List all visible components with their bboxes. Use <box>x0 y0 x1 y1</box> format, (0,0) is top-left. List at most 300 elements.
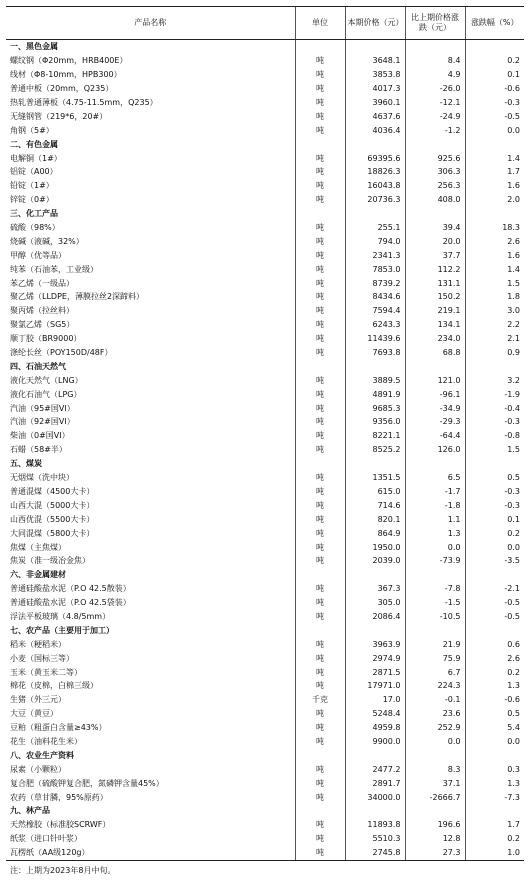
unit-cell: 千克 <box>295 693 345 707</box>
product-name: 铅锭（1#） <box>10 181 54 191</box>
table-row <box>6 498 524 512</box>
section-row <box>6 137 524 151</box>
unit-cell: 吨 <box>295 721 345 735</box>
empty-cell <box>405 568 465 582</box>
table-row <box>6 96 524 110</box>
change-cell: -26.0 <box>405 82 465 96</box>
price-cell: 4959.8 <box>345 721 405 735</box>
section-title: 九、林产品 <box>10 806 50 816</box>
percent-cell: -0.4 <box>465 401 524 415</box>
product-name: 普通硅酸盐水泥（P.O 42.5袋装） <box>10 598 131 608</box>
percent-cell: 0.2 <box>465 832 524 846</box>
percent-cell: 0.2 <box>465 665 524 679</box>
percent-cell: 18.3 <box>465 221 524 235</box>
price-cell: 8221.1 <box>345 429 405 443</box>
unit-cell: 吨 <box>295 151 345 165</box>
product-name: 涤纶长丝（POY150D/48F） <box>10 348 113 358</box>
price-cell: 20736.3 <box>345 193 405 207</box>
table-row <box>6 304 524 318</box>
unit-cell: 吨 <box>295 471 345 485</box>
empty-cell <box>345 207 405 221</box>
price-cell: 615.0 <box>345 485 405 499</box>
table-row <box>6 554 524 568</box>
empty-cell <box>345 457 405 471</box>
header-price-change: 比上期价格涨跌（元） <box>405 7 465 40</box>
unit-cell: 吨 <box>295 665 345 679</box>
unit-cell: 吨 <box>295 123 345 137</box>
price-cell: 6243.3 <box>345 318 405 332</box>
change-cell: -64.4 <box>405 429 465 443</box>
empty-cell <box>405 137 465 151</box>
table-row <box>6 262 524 276</box>
price-cell: 2039.0 <box>345 554 405 568</box>
product-name: 农药（草甘膦，95%原药） <box>10 792 108 802</box>
unit-cell: 吨 <box>295 651 345 665</box>
percent-cell: 2.6 <box>465 651 524 665</box>
product-name: 电解铜（1#） <box>10 153 62 163</box>
change-cell: 20.0 <box>405 234 465 248</box>
unit-cell: 吨 <box>295 526 345 540</box>
product-name: 热轧普通薄板（4.75-11.5mm，Q235） <box>10 98 158 107</box>
product-name: 复合肥（硫酸钾复合肥，氮磷钾含量45%） <box>10 778 164 788</box>
table-row <box>6 318 524 332</box>
change-cell: 6.7 <box>405 665 465 679</box>
table-row <box>6 248 524 262</box>
empty-cell <box>465 40 524 54</box>
price-cell: 3648.1 <box>345 54 405 68</box>
change-cell: 6.5 <box>405 471 465 485</box>
empty-cell <box>295 623 345 637</box>
product-name: 普通中板（20mm，Q235） <box>10 84 114 94</box>
product-name: 普通硅酸盐水泥（P.O 42.5散装） <box>10 584 131 594</box>
unit-cell: 吨 <box>295 54 345 68</box>
change-cell: 219.1 <box>405 304 465 318</box>
change-cell: 0.0 <box>405 540 465 554</box>
unit-cell: 吨 <box>295 443 345 457</box>
percent-cell: 1.3 <box>465 679 524 693</box>
percent-cell: -1.9 <box>465 387 524 401</box>
change-cell: 27.3 <box>405 846 465 860</box>
price-cell: 2341.3 <box>345 248 405 262</box>
price-cell: 17971.0 <box>345 679 405 693</box>
percent-cell: 3.0 <box>465 304 524 318</box>
table-row <box>6 693 524 707</box>
price-cell: 5510.3 <box>345 832 405 846</box>
section-row <box>6 359 524 373</box>
price-cell: 864.9 <box>345 526 405 540</box>
product-name: 苯乙烯（一级品） <box>10 278 74 288</box>
empty-cell <box>465 623 524 637</box>
price-cell: 2745.8 <box>345 846 405 860</box>
empty-cell <box>295 359 345 373</box>
table-row <box>6 165 524 179</box>
unit-cell: 吨 <box>295 332 345 346</box>
section-title: 六、非金属建材 <box>10 570 66 580</box>
price-cell: 1950.0 <box>345 540 405 554</box>
product-name: 天然橡胶（标准胶SCRWF） <box>10 820 111 830</box>
unit-cell: 吨 <box>295 290 345 304</box>
header-unit: 单位 <box>295 7 345 40</box>
unit-cell: 吨 <box>295 82 345 96</box>
section-row <box>6 568 524 582</box>
product-name: 焦炭（准一级冶金焦） <box>10 556 90 566</box>
percent-cell: 0.5 <box>465 707 524 721</box>
product-name: 纸浆（进口针叶浆） <box>10 834 82 844</box>
section-row <box>6 804 524 818</box>
change-cell: 8.3 <box>405 762 465 776</box>
product-name: 焦煤（主焦煤） <box>10 542 66 552</box>
unit-cell: 吨 <box>295 373 345 387</box>
product-name: 尿素（小颗粒） <box>10 764 66 774</box>
empty-cell <box>465 457 524 471</box>
table-row <box>6 790 524 804</box>
percent-cell: -0.5 <box>465 610 524 624</box>
percent-cell: 0.1 <box>465 68 524 82</box>
empty-cell <box>465 359 524 373</box>
percent-cell: 1.0 <box>465 846 524 860</box>
unit-cell: 吨 <box>295 762 345 776</box>
unit-cell: 吨 <box>295 818 345 832</box>
change-cell: -12.1 <box>405 96 465 110</box>
unit-cell: 吨 <box>295 318 345 332</box>
change-cell: -1.8 <box>405 498 465 512</box>
price-cell: 820.1 <box>345 512 405 526</box>
unit-cell: 吨 <box>295 554 345 568</box>
product-name: 角钢（5#） <box>10 125 54 135</box>
unit-cell: 吨 <box>295 276 345 290</box>
product-name: 石蜡（58#半） <box>10 445 67 455</box>
unit-cell: 吨 <box>295 540 345 554</box>
change-cell: 408.0 <box>405 193 465 207</box>
product-name: 汽油（92#国VI） <box>10 417 75 427</box>
percent-cell: 0.9 <box>465 346 524 360</box>
table-row <box>6 109 524 123</box>
empty-cell <box>345 359 405 373</box>
change-cell: 37.1 <box>405 776 465 790</box>
product-name: 线材（Φ8-10mm，HPB300） <box>10 70 122 80</box>
change-cell: 75.9 <box>405 651 465 665</box>
product-name: 液化石油气（LPG） <box>10 389 82 399</box>
price-cell: 11439.6 <box>345 332 405 346</box>
change-cell: -0.1 <box>405 693 465 707</box>
table-row <box>6 846 524 860</box>
product-name: 花生（油料花生米） <box>10 736 82 746</box>
footnote: 注：上期为2023年8月中旬。 <box>10 865 116 875</box>
unit-cell: 吨 <box>295 346 345 360</box>
percent-cell: 1.3 <box>465 776 524 790</box>
empty-cell <box>295 804 345 818</box>
change-cell: 121.0 <box>405 373 465 387</box>
percent-cell: 2.1 <box>465 332 524 346</box>
unit-cell: 吨 <box>295 846 345 860</box>
product-name: 山西大混（5000大卡） <box>10 500 95 510</box>
section-title: 三、化工产品 <box>10 209 58 219</box>
change-cell: 234.0 <box>405 332 465 346</box>
empty-cell <box>465 748 524 762</box>
change-cell: -1.7 <box>405 485 465 499</box>
product-name: 豆粕（粗蛋白含量≥43%） <box>10 723 107 733</box>
percent-cell: -0.8 <box>465 429 524 443</box>
empty-cell <box>295 568 345 582</box>
percent-cell: 3.2 <box>465 373 524 387</box>
section-title: 七、农产品（主要用于加工） <box>10 625 114 635</box>
percent-cell: 0.6 <box>465 637 524 651</box>
table-row <box>6 415 524 429</box>
change-cell: 0.0 <box>405 735 465 749</box>
section-title: 五、煤炭 <box>10 459 42 469</box>
unit-cell: 吨 <box>295 735 345 749</box>
percent-cell: 0.0 <box>465 540 524 554</box>
percent-cell: -0.3 <box>465 498 524 512</box>
product-name: 聚乙烯（LLDPE，薄膜拉丝2深蹄料） <box>10 292 145 302</box>
price-cell: 4637.6 <box>345 109 405 123</box>
section-row <box>6 457 524 471</box>
percent-cell: 1.4 <box>465 262 524 276</box>
percent-cell: 1.6 <box>465 248 524 262</box>
change-cell: -24.9 <box>405 109 465 123</box>
price-cell: 8525.2 <box>345 443 405 457</box>
table-row <box>6 82 524 96</box>
table-row <box>6 485 524 499</box>
price-cell: 7853.0 <box>345 262 405 276</box>
table-row <box>6 776 524 790</box>
change-cell: -73.9 <box>405 554 465 568</box>
percent-cell: 1.8 <box>465 290 524 304</box>
table-row <box>6 651 524 665</box>
empty-cell <box>405 207 465 221</box>
product-name: 稻米（粳稻米） <box>10 639 66 649</box>
unit-cell: 吨 <box>295 637 345 651</box>
price-cell: 2891.7 <box>345 776 405 790</box>
section-title: 二、有色金属 <box>10 139 58 149</box>
price-cell: 367.3 <box>345 582 405 596</box>
percent-cell: 1.7 <box>465 165 524 179</box>
product-name: 汽油（95#国VI） <box>10 403 75 413</box>
table-row <box>6 179 524 193</box>
empty-cell <box>345 804 405 818</box>
change-cell: 12.8 <box>405 832 465 846</box>
percent-cell: 5.4 <box>465 721 524 735</box>
product-name: 小麦（国标三等） <box>10 653 74 663</box>
price-report <box>6 6 524 876</box>
percent-cell: 0.0 <box>465 123 524 137</box>
price-cell: 4017.3 <box>345 82 405 96</box>
table-body <box>6 40 524 861</box>
section-row <box>6 207 524 221</box>
price-cell: 3963.9 <box>345 637 405 651</box>
change-cell: 134.1 <box>405 318 465 332</box>
table-row <box>6 637 524 651</box>
change-cell: 252.9 <box>405 721 465 735</box>
table-row <box>6 721 524 735</box>
empty-cell <box>465 137 524 151</box>
change-cell: 68.8 <box>405 346 465 360</box>
empty-cell <box>295 207 345 221</box>
table-row <box>6 610 524 624</box>
product-name: 浮法平板玻璃（4.8/5mm） <box>10 611 111 621</box>
table-row <box>6 234 524 248</box>
percent-cell: -0.3 <box>465 96 524 110</box>
table-row <box>6 596 524 610</box>
product-name: 液化天然气（LNG） <box>10 375 83 385</box>
empty-cell <box>345 748 405 762</box>
empty-cell <box>345 137 405 151</box>
percent-cell: 1.5 <box>465 443 524 457</box>
unit-cell: 吨 <box>295 832 345 846</box>
unit-cell: 吨 <box>295 610 345 624</box>
product-name: 大豆（黄豆） <box>10 709 58 719</box>
product-name: 螺纹钢（Φ20mm，HRB400E） <box>10 56 128 66</box>
percent-cell: 0.3 <box>465 762 524 776</box>
empty-cell <box>465 804 524 818</box>
table-row <box>6 387 524 401</box>
table-row <box>6 123 524 137</box>
table-row <box>6 540 524 554</box>
table-row <box>6 193 524 207</box>
unit-cell: 吨 <box>295 790 345 804</box>
percent-cell: -0.3 <box>465 415 524 429</box>
unit-cell: 吨 <box>295 109 345 123</box>
table-row <box>6 818 524 832</box>
unit-cell: 吨 <box>295 582 345 596</box>
change-cell: -2666.7 <box>405 790 465 804</box>
change-cell: 150.2 <box>405 290 465 304</box>
unit-cell: 吨 <box>295 193 345 207</box>
percent-cell: 1.6 <box>465 179 524 193</box>
price-cell: 8739.2 <box>345 276 405 290</box>
unit-cell: 吨 <box>295 776 345 790</box>
percent-cell: 1.7 <box>465 818 524 832</box>
percent-cell: 1.5 <box>465 276 524 290</box>
product-name: 柴油（0#国VI） <box>10 431 70 441</box>
change-cell: -1.2 <box>405 123 465 137</box>
empty-cell <box>465 207 524 221</box>
change-cell: -34.9 <box>405 401 465 415</box>
change-cell: 1.3 <box>405 526 465 540</box>
percent-cell: -0.3 <box>465 485 524 499</box>
change-cell: 4.9 <box>405 68 465 82</box>
table-row <box>6 735 524 749</box>
product-name: 硫酸（98%） <box>10 223 60 233</box>
price-cell: 34000.0 <box>345 790 405 804</box>
percent-cell: 0.1 <box>465 512 524 526</box>
empty-cell <box>405 623 465 637</box>
product-name: 聚氯乙烯（SG5） <box>10 320 75 330</box>
change-cell: 23.6 <box>405 707 465 721</box>
table-row <box>6 762 524 776</box>
price-cell: 2871.5 <box>345 665 405 679</box>
table-row <box>6 290 524 304</box>
table-row <box>6 707 524 721</box>
change-cell: 196.6 <box>405 818 465 832</box>
unit-cell: 吨 <box>295 415 345 429</box>
table-row <box>6 332 524 346</box>
price-cell: 255.1 <box>345 221 405 235</box>
price-cell: 3960.1 <box>345 96 405 110</box>
price-cell: 2086.4 <box>345 610 405 624</box>
product-name: 烧碱（液碱，32%） <box>10 236 84 246</box>
unit-cell: 吨 <box>295 96 345 110</box>
change-cell: 21.9 <box>405 637 465 651</box>
percent-cell: 0.5 <box>465 471 524 485</box>
price-table <box>6 6 524 861</box>
product-name: 瓦楞纸（AA级120g） <box>6 846 295 860</box>
price-cell: 3889.5 <box>345 373 405 387</box>
empty-cell <box>405 359 465 373</box>
product-name: 玉米（黄玉米二等） <box>10 667 82 677</box>
percent-cell: 0.0 <box>465 735 524 749</box>
table-row <box>6 221 524 235</box>
price-cell: 7594.4 <box>345 304 405 318</box>
empty-cell <box>405 804 465 818</box>
change-cell: 131.1 <box>405 276 465 290</box>
product-name: 生猪（外三元） <box>10 695 66 705</box>
table-row <box>6 526 524 540</box>
table-row <box>6 151 524 165</box>
percent-cell: 2.0 <box>465 193 524 207</box>
percent-cell: 0.2 <box>465 526 524 540</box>
table-row <box>6 68 524 82</box>
table-row <box>6 276 524 290</box>
percent-cell: -7.3 <box>465 790 524 804</box>
percent-cell: -0.5 <box>465 109 524 123</box>
price-cell: 9900.0 <box>345 735 405 749</box>
change-cell: 126.0 <box>405 443 465 457</box>
percent-cell: -0.5 <box>465 596 524 610</box>
product-name: 甲醇（优等品） <box>10 250 66 260</box>
section-row <box>6 623 524 637</box>
section-title: 四、石油天然气 <box>10 361 66 371</box>
price-cell: 714.6 <box>345 498 405 512</box>
product-name: 锌锭（0#） <box>10 195 54 205</box>
percent-cell: -2.1 <box>465 582 524 596</box>
percent-cell: 2.6 <box>465 234 524 248</box>
price-cell: 9685.3 <box>345 401 405 415</box>
product-name: 无缝钢管（219*6，20#） <box>10 111 108 121</box>
empty-cell <box>405 748 465 762</box>
unit-cell: 吨 <box>295 68 345 82</box>
unit-cell: 吨 <box>295 165 345 179</box>
change-cell: -7.8 <box>405 582 465 596</box>
header-change-percent: 涨跌幅（%） <box>465 7 524 40</box>
table-row <box>6 679 524 693</box>
change-cell: 256.3 <box>405 179 465 193</box>
price-cell: 794.0 <box>345 234 405 248</box>
table-header-row <box>6 7 524 40</box>
unit-cell: 吨 <box>295 498 345 512</box>
unit-cell: 吨 <box>295 485 345 499</box>
percent-cell: -3.5 <box>465 554 524 568</box>
price-cell: 3853.8 <box>345 68 405 82</box>
section-title: 八、农业生产资料 <box>10 750 74 760</box>
percent-cell: -0.6 <box>465 82 524 96</box>
price-cell: 18826.3 <box>345 165 405 179</box>
percent-cell: 1.4 <box>465 151 524 165</box>
section-row <box>6 748 524 762</box>
change-cell: 224.3 <box>405 679 465 693</box>
empty-cell <box>405 457 465 471</box>
percent-cell: 2.2 <box>465 318 524 332</box>
change-cell: 925.6 <box>405 151 465 165</box>
change-cell: -96.1 <box>405 387 465 401</box>
unit-cell: 吨 <box>295 512 345 526</box>
empty-cell <box>295 137 345 151</box>
empty-cell <box>405 40 465 54</box>
product-name: 棉花（皮棉，白棉三级） <box>10 681 98 691</box>
table-row <box>6 429 524 443</box>
price-cell: 305.0 <box>345 596 405 610</box>
product-name: 纯苯（石油苯，工业级） <box>10 264 98 274</box>
